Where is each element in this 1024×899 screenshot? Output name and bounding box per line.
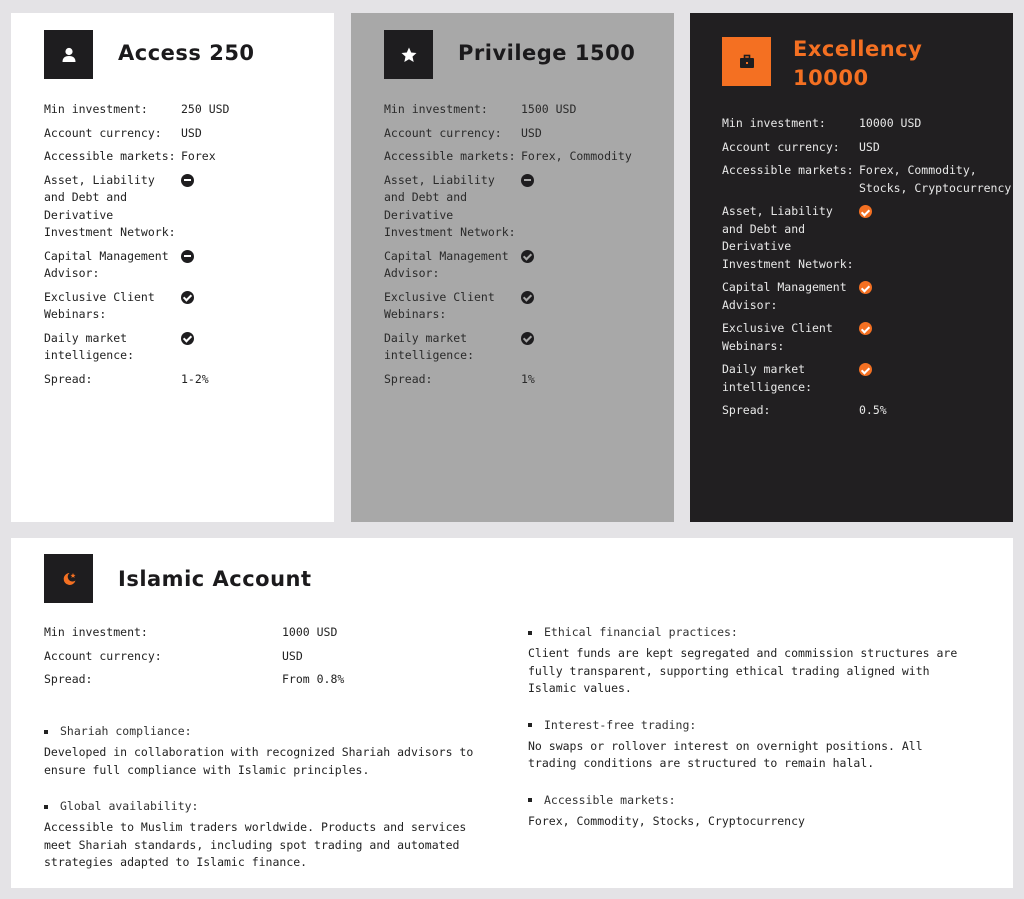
- currency-label: Account currency:: [722, 139, 840, 154]
- plan-title: Excellency 10000: [793, 37, 923, 90]
- plan-card-excellency: [690, 13, 1013, 522]
- spread-label: Spread:: [384, 371, 433, 386]
- feature-item: [528, 717, 978, 773]
- markets-label: Accessible markets:: [722, 163, 854, 177]
- webinars-label: Exclusive Client Webinars:: [384, 289, 495, 321]
- bullet-icon: [528, 723, 532, 727]
- advisor-label: Capital Management Advisor:: [384, 248, 509, 280]
- briefcase-icon: [722, 37, 771, 86]
- star-icon: [384, 30, 433, 79]
- feature-item: [528, 792, 978, 831]
- check-circle-icon: [521, 291, 534, 304]
- minus-circle-icon: [181, 174, 194, 187]
- spread-value: 0.5%: [859, 403, 887, 417]
- currency-label: Account currency:: [44, 648, 162, 663]
- feature-item: [528, 624, 978, 698]
- markets-value: Forex: [181, 149, 216, 163]
- network-label: Asset, Liability and Debt and Derivative Investment Network:: [44, 172, 176, 239]
- network-label: Asset, Liability and Debt and Derivative Investment Network:: [722, 204, 854, 271]
- check-circle-icon: [521, 332, 534, 345]
- min-investment-label: Min investment:: [722, 116, 826, 130]
- currency-value: USD: [181, 125, 202, 140]
- feature-title: Interest-free trading:: [544, 717, 697, 732]
- currency-label: Account currency:: [384, 125, 502, 140]
- advisor-label: Capital Management Advisor:: [44, 248, 169, 280]
- intel-label: Daily market intelligence:: [384, 330, 475, 362]
- check-circle-icon: [181, 332, 194, 345]
- plan-title: Access 250: [118, 41, 255, 65]
- feature-title: Shariah compliance:: [60, 724, 192, 738]
- markets-label: Accessible markets:: [44, 149, 176, 163]
- check-circle-icon: [859, 322, 872, 335]
- minus-circle-icon: [521, 174, 534, 187]
- intel-label: Daily market intelligence:: [44, 330, 135, 362]
- plan-card-privilege: [351, 13, 674, 522]
- feature-title: Accessible markets:: [544, 792, 676, 807]
- feature-body: Developed in collaboration with recognized Shariah advisors to ensure full compliance with Islamic principles.: [44, 745, 474, 777]
- min-investment-label: Min investment:: [44, 102, 148, 116]
- markets-value: Forex, Commodity: [521, 149, 632, 163]
- bullet-icon: [44, 730, 48, 734]
- feature-body: Client funds are kept segregated and commission structures are fully transparent, supporting ethical trading aligned with Islamic values.: [528, 646, 958, 695]
- features-right: [528, 624, 978, 849]
- bullet-icon: [528, 631, 532, 635]
- spread-label: Spread:: [722, 403, 771, 417]
- min-investment-label: Min investment:: [384, 102, 488, 116]
- network-label: Asset, Liability and Debt and Derivative Investment Network:: [384, 172, 516, 239]
- spread-value: 1%: [521, 371, 535, 386]
- currency-value: USD: [282, 648, 303, 663]
- feature-title: Ethical financial practices:: [544, 625, 738, 639]
- currency-label: Account currency:: [44, 125, 162, 140]
- check-circle-icon: [859, 363, 872, 376]
- feature-body: No swaps or rollover interest on overnight positions. All trading conditions are structured to remain halal.: [528, 738, 923, 770]
- spread-label: Spread:: [44, 672, 93, 686]
- minus-circle-icon: [181, 250, 194, 263]
- plan-card-islamic: [11, 538, 1013, 888]
- advisor-label: Capital Management Advisor:: [722, 280, 847, 312]
- min-investment-value: 1500 USD: [521, 102, 577, 116]
- plan-title: Privilege 1500: [458, 41, 636, 65]
- webinars-label: Exclusive Client Webinars:: [722, 321, 833, 353]
- feature-item: [44, 798, 484, 872]
- intel-label: Daily market intelligence:: [722, 362, 813, 394]
- features-left: [44, 723, 484, 891]
- min-investment-value: 10000 USD: [859, 116, 922, 130]
- spread-value: 1-2%: [181, 371, 209, 386]
- currency-value: USD: [859, 139, 880, 154]
- plan-card-access: [11, 13, 334, 522]
- min-investment-value: 1000 USD: [282, 625, 338, 639]
- crescent-star-icon: [44, 554, 93, 603]
- spread-value: From 0.8%: [282, 672, 345, 686]
- markets-value: Forex, Commodity, Stocks, Cryptocurrency: [859, 163, 1012, 195]
- currency-value: USD: [521, 125, 542, 140]
- bullet-icon: [528, 798, 532, 802]
- feature-title: Global availability:: [60, 799, 199, 813]
- feature-item: [44, 723, 484, 779]
- check-circle-icon: [521, 250, 534, 263]
- min-investment-value: 250 USD: [181, 102, 230, 116]
- webinars-label: Exclusive Client Webinars:: [44, 289, 155, 321]
- min-investment-label: Min investment:: [44, 625, 148, 639]
- feature-body: Forex, Commodity, Stocks, Cryptocurrency: [528, 813, 805, 828]
- check-circle-icon: [859, 281, 872, 294]
- spread-label: Spread:: [44, 371, 93, 386]
- bullet-icon: [44, 805, 48, 809]
- user-icon: [44, 30, 93, 79]
- check-circle-icon: [181, 291, 194, 304]
- plan-title: Islamic Account: [118, 567, 312, 591]
- markets-label: Accessible markets:: [384, 149, 516, 163]
- feature-body: Accessible to Muslim traders worldwide. Products and services meet Shariah standards, including spot trading and automated strategies adapted to Islamic finance.: [44, 820, 467, 869]
- check-circle-icon: [859, 205, 872, 218]
